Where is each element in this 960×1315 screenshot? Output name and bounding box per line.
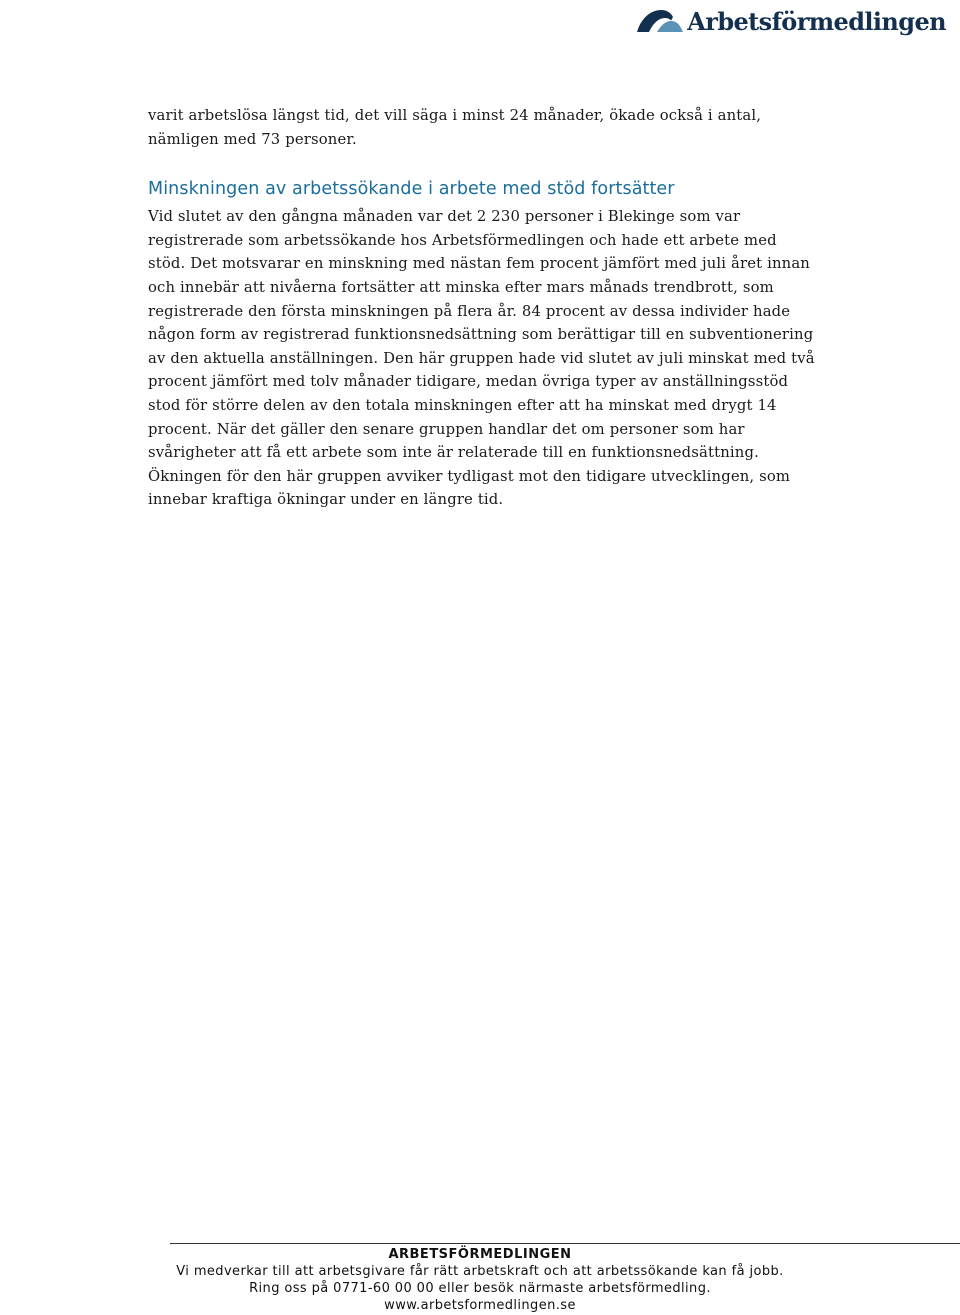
- intro-paragraph: varit arbetslösa längst tid, det vill säga i minst 24 månader, ökade också i antal, nämligen med 73 personer.: [148, 107, 762, 148]
- footer-website-link[interactable]: www.arbetsformedlingen.se: [384, 1298, 576, 1313]
- footer-org-name: ARBETSFÖRMEDLINGEN: [388, 1247, 572, 1262]
- page-footer: [0, 1244, 960, 1314]
- footer-contact: Ring oss på 0771-60 00 00 eller besök närmaste arbetsförmedling.: [249, 1281, 711, 1296]
- brand-logo: [635, 2, 946, 40]
- body-paragraph: Vid slutet av den gångna månaden var det 2 230 personer i Blekinge som var registrerade som arbetssökande hos Arbetsförmedlingen och hade ett arbete med stöd. Det motsvarar en minskning med nästan fem procent jämfört med juli året innan och innebär att nivåerna fortsätter att minska efter mars månads trendbrott, som registrerade den första minskningen på flera år. 84 procent av dessa individer hade någon form av registrerad funktionsnedsättning som berättigar till en subventionering av den aktuella anställningen. Den här gruppen hade vid slutet av juli minskat med två procent jämfört med tolv månader tidigare, medan övriga typer av anställningsstöd stod för större delen av den totala minskningen efter att ha minskat med drygt 14 procent. När det gäller den senare gruppen handlar det om personer som har svårigheter att få ett arbete som inte är relaterade till en funktionsnedsättning. Ökningen för den här gruppen avviker tydligast mot den tidigare utvecklingen, som innebar kraftiga ökningar under en längre tid.: [148, 208, 815, 509]
- logo-mark-icon: [635, 8, 685, 34]
- section-heading: Minskningen av arbetssökande i arbete med stöd fortsätter: [148, 179, 675, 200]
- logo-wordmark: Arbetsförmedlingen: [687, 6, 946, 36]
- document-body: [148, 104, 818, 512]
- footer-tagline: Vi medverkar till att arbetsgivare får rätt arbetskraft och att arbetssökande kan få jobb.: [176, 1264, 784, 1279]
